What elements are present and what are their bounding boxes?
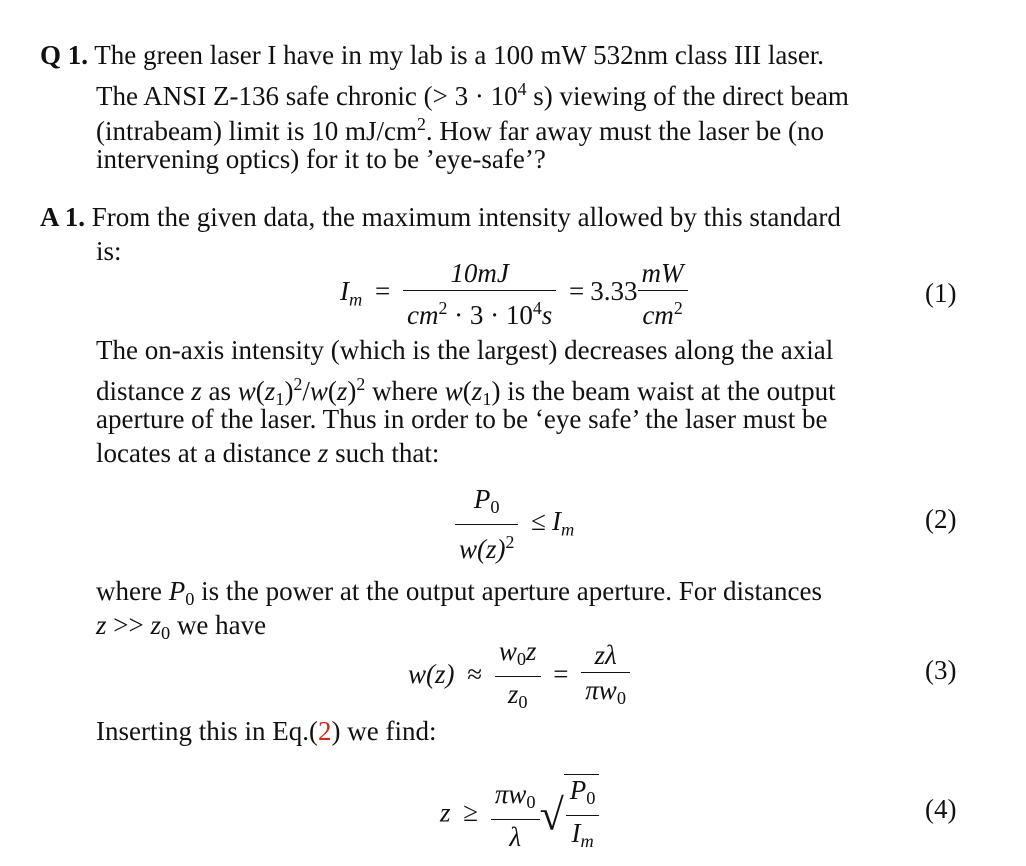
- eq2-num-sub: 0: [490, 497, 500, 518]
- eq4-r-num-sub: 0: [586, 788, 596, 809]
- eq3-f1-den-sub: 0: [518, 692, 528, 713]
- eq1-unit: $\frac{mW}{cm^2}$: [638, 258, 688, 330]
- eq3-f2-den: πw: [585, 675, 617, 706]
- eq2-relation: ≤: [531, 506, 546, 537]
- eq3-f1-num-sub: 0: [516, 649, 527, 670]
- eq1-lhs: I: [340, 276, 349, 307]
- question-text-1: The green laser I have in my lab is a 100 mW 532nm class III laser.: [94, 40, 825, 70]
- eq1-den-b: · 3 · 10: [454, 299, 533, 330]
- para3-text-2: we have: [176, 610, 267, 640]
- eq2-num: P: [473, 484, 491, 514]
- question-text-4: intervening optics) for it to be ’eye-safe’?: [96, 144, 546, 174]
- eq1-unit-num: mW: [641, 258, 684, 288]
- answer-para2-line-2: distance z as $w(z_1)^2/w(z)^2$ where $w(z_1)$ is the beam waist at the output: [96, 374, 836, 409]
- answer-para3-line-2: $z >> z_0$ we have: [96, 610, 267, 644]
- eq4-f-den: λ: [509, 821, 522, 852]
- answer-line-1: [40, 200, 841, 234]
- para2-text-1: The on-axis intensity (which is the largest) decreases along the axial: [96, 335, 834, 365]
- question-label: Q 1.: [40, 40, 89, 70]
- eq3-f1-num: w: [498, 636, 517, 666]
- equation-1: $I_m$ = $\frac{10mJ}{cm^2 \cdot 3 \cdot 10^4s}$ = 3.33 $\frac{mW}{cm^2}$: [340, 258, 688, 330]
- equation-number-3: (3): [925, 655, 957, 685]
- equation-2: [455, 484, 574, 564]
- eq3-f1-den: z: [507, 679, 519, 710]
- eq-reference-link[interactable]: 2: [317, 716, 332, 746]
- eq1-num: 10mJ: [450, 258, 509, 288]
- eq4-r-den: I: [571, 818, 581, 849]
- equation-number-4: (4): [925, 794, 957, 824]
- para2-text-2b: as: [208, 375, 231, 406]
- eq4-f-num-sub: 0: [526, 791, 536, 812]
- equation-4: [440, 774, 599, 856]
- answer-para2-line-4: locates at a distance z such that:: [96, 438, 440, 468]
- answer-label: A 1.: [40, 202, 86, 232]
- eq1-den-c: s: [541, 299, 553, 330]
- question-text-2b: s) viewing of the direct beam: [526, 80, 849, 111]
- eq4-sqrt: √ $\frac{P_0}{I_m}$: [540, 774, 600, 856]
- para3-text-1b: is the power at the output aperture aperture. For distances: [201, 576, 822, 606]
- question-exp-2: 2: [416, 114, 426, 134]
- para2-text-2c: where: [372, 375, 439, 406]
- eq3-f2-den-sub: 0: [616, 688, 627, 709]
- para2-text-2d: is the beam waist at the output: [507, 375, 836, 406]
- eq1-lhs-sub: m: [349, 289, 363, 310]
- eq3-approx: ≈: [467, 658, 483, 689]
- answer-intro-2: is:: [96, 236, 122, 266]
- eq4-lhs: z: [440, 797, 451, 828]
- question-line-1: [40, 38, 824, 72]
- eq2-fraction: $\frac{P_0}{w(z)^2}$: [455, 484, 518, 564]
- question-text-2a: The ANSI Z-136 safe chronic (> 3 · 10: [96, 80, 518, 111]
- answer-intro-1: From the given data, the maximum intensity allowed by this standard: [91, 202, 841, 232]
- question-exp-1: 4: [517, 79, 527, 99]
- question-text-3a: (intrabeam) limit is 10 mJ/cm: [96, 115, 417, 146]
- para2-text-4b: such that:: [335, 438, 440, 468]
- eq3-fraction-1: [495, 636, 541, 717]
- eq3-lhs: w(z): [408, 658, 455, 689]
- eq1-den-exp: 4: [532, 298, 542, 318]
- eq4-relation: ≥: [463, 797, 479, 828]
- eq3-fraction-2: [581, 640, 630, 713]
- eq4-fraction: [491, 779, 540, 852]
- eq4-f-num: πw: [494, 778, 527, 809]
- para3-text-1a: where: [96, 576, 162, 606]
- answer-para2-line-1: [96, 333, 833, 367]
- eq1-unit-den: cm: [642, 299, 674, 330]
- equation-number-2: (2): [925, 504, 957, 534]
- equation-3: w(z) ≈ $\frac{w_0z}{z_0}$ = $\frac{z\lambda}{\pi w_0}$: [408, 636, 630, 717]
- eq2-den: w(z): [459, 533, 506, 564]
- eq4-radicand: [566, 775, 600, 856]
- para2-text-3: aperture of the laser. Thus in order to be ‘eye safe’ the laser must be: [96, 404, 828, 434]
- answer-para3-line-1: where $P_0$ is the power at the output aperture aperture. For distances: [96, 576, 822, 610]
- para4-text-after: ) we find:: [331, 716, 437, 746]
- answer-para2-line-3: [96, 402, 827, 436]
- eq1-fraction: $\frac{10mJ}{cm^2 \cdot 3 \cdot 10^4s}$: [403, 258, 556, 330]
- eq3-f1-num-b: z: [526, 636, 537, 666]
- eq3-f2-num: zλ: [594, 640, 617, 671]
- equation-number-1: (1): [925, 278, 957, 308]
- para2-text-2a: distance: [96, 375, 185, 406]
- para2-text-4a: locates at a distance: [96, 438, 312, 468]
- answer-line-2: [96, 234, 122, 268]
- eq4-r-num: P: [569, 775, 587, 805]
- question-line-4: [96, 142, 546, 176]
- para4-text-before: Inserting this in Eq.(: [96, 716, 318, 746]
- eq1-value: 3.33: [590, 276, 638, 307]
- eq2-rhs-sub: m: [560, 519, 575, 540]
- eq1-den-a: cm: [407, 299, 439, 330]
- eq4-r-den-sub: m: [580, 831, 594, 852]
- question-text-3b: . How far away must the laser be (no: [425, 115, 824, 146]
- answer-para4-line-1: [96, 714, 436, 748]
- eq2-rhs: I: [551, 506, 561, 537]
